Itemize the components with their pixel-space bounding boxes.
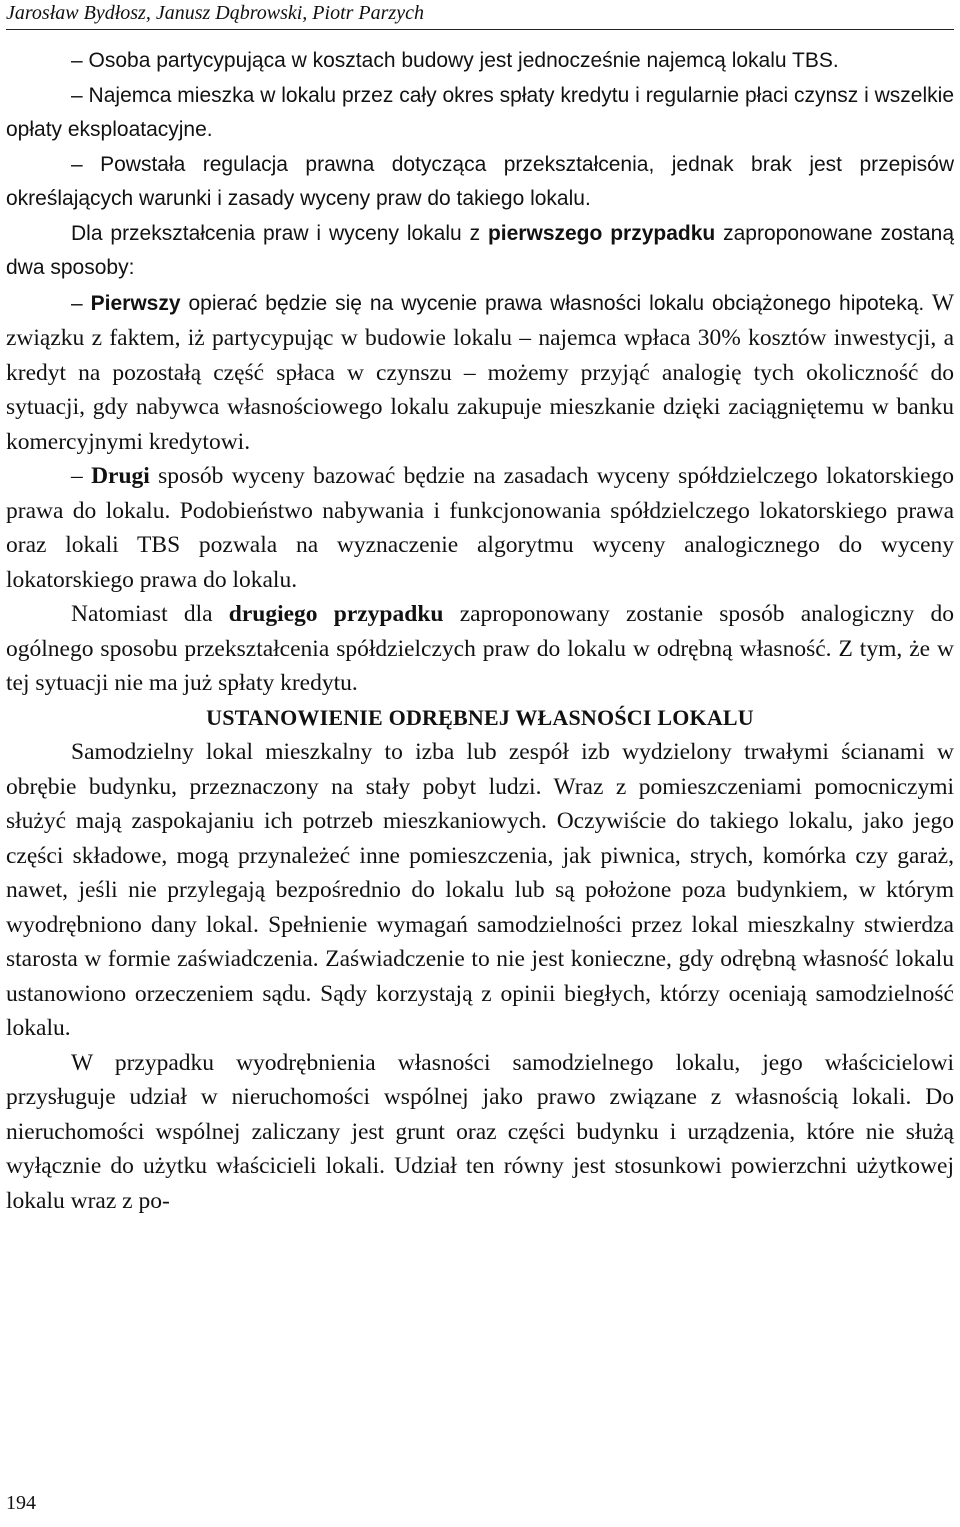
text-run: Natomiast dla bbox=[71, 601, 229, 627]
bold-term: drugiego przypadku bbox=[228, 601, 444, 627]
section-heading: USTANOWIENIE ODRĘBNEJ WŁASNOŚCI LOKALU bbox=[206, 704, 754, 730]
text-run: W związku z faktem, iż partycypując w budowie lokalu – najemca wpłaca 30% kosztów inwestycji, a kredyt na pozostałą część spłaca w czynszu – możemy przyjąć analogię tych okoliczność do sytuacji, gdy nabywca własnościowego lokalu zakupuje mieszkanie dzięki zaciągniętemu w banku komercyjnymi kredytowi. bbox=[6, 289, 955, 455]
text-run: opierać będzie się na wycenie prawa własności lokalu obciążonego hipoteką. bbox=[180, 291, 925, 315]
bullet-item: – Najemca mieszka w lokalu przez cały okres spłaty kredytu i regularnie płaci czynsz i wszelkie opłaty eksploatacyjne. bbox=[6, 83, 954, 141]
running-header-authors: Jarosław Bydłosz, Janusz Dąbrowski, Piotr Parzych bbox=[6, 0, 954, 30]
bold-term: pierwszego przypadku bbox=[487, 221, 716, 245]
text-run: zaproponowane zostaną dwa sposoby: bbox=[6, 221, 954, 279]
text-run: Dla przekształcenia praw i wyceny lokalu z bbox=[71, 221, 488, 245]
dash: – bbox=[71, 463, 92, 489]
dash: – bbox=[71, 291, 91, 315]
method-item bbox=[6, 286, 954, 460]
paragraph bbox=[6, 217, 954, 286]
bold-term: Drugi bbox=[91, 463, 150, 489]
method-item bbox=[6, 459, 954, 597]
bullet-item: – Powstała regulacja prawna dotycząca przekształcenia, jednak brak jest przepisów określających warunki i zasady wyceny praw do takiego lokalu. bbox=[6, 152, 954, 210]
page-body bbox=[6, 44, 954, 1218]
paragraph: W przypadku wyodrębnienia własności samodzielnego lokalu, jego właścicielowi przysługuje udział w nieruchomości wspólnej jako prawo związane z własnością lokali. Do nieruchomości wspólnej zaliczany jest grunt oraz części budynku i urządzenia, które nie służą wyłącznie do użytku właścicieli lokali. Udział ten równy jest stosunkowi powierzchni użytkowej lokalu wraz z po- bbox=[6, 1049, 954, 1214]
bullet-item: – Osoba partycypująca w kosztach budowy jest jednocześnie najemcą lokalu TBS. bbox=[71, 49, 839, 72]
paragraph: Samodzielny lokal mieszkalny to izba lub zespół izb wydzielony trwałymi ścianami w obrębie budynku, przeznaczony na stały pobyt ludzi. Wraz z pomieszczeniami pomocniczymi służyć mają zaspokajaniu ich potrzeb mieszkaniowych. Oczywiście do takiego lokalu, jako jego części składowe, mogą przynależeć inne pomieszczenia, jak piwnica, strych, komórka czy garaż, nawet, jeśli nie przylegają bezpośrednio do lokalu lub są położone poza budynkiem, w którym wyodrębniono dany lokal. Spełnienie wymagań samodzielności przez lokal mieszkalny stwierdza starosta w formie zaświadczenia. Zaświadczenie to nie jest konieczne, gdy odrębną własność lokalu ustanowiono orzeczeniem sądu. Sądy korzystają z opinii biegłych, którzy oceniają samodzielność lokalu. bbox=[6, 739, 954, 1041]
paragraph bbox=[6, 597, 954, 701]
bold-term: Pierwszy bbox=[90, 291, 181, 315]
text-run: zaproponowany zostanie sposób analogiczny do ogólnego sposobu przekształcenia spółdzielczych praw do lokalu w odrębną własność. Z tym, że w tej sytuacji nie ma już spłaty kredytu. bbox=[6, 601, 954, 696]
page-number: 194 bbox=[6, 1492, 36, 1514]
text-run: sposób wyceny bazować będzie na zasadach wyceny spółdzielczego lokatorskiego prawa do lokalu. Podobieństwo nabywania i funkcjonowania spółdzielczego lokatorskiego prawa oraz lokali TBS pozwala na wyznaczenie algorytmu wyceny analogicznego do wyceny lokatorskiego prawa do lokalu. bbox=[6, 463, 955, 593]
